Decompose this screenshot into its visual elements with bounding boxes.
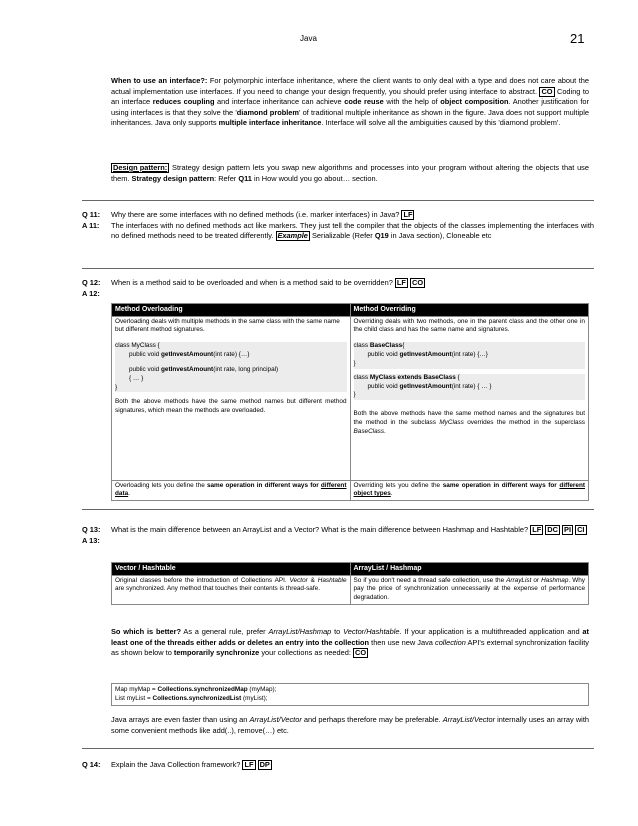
lf-badge: LF: [396, 278, 406, 287]
divider: [82, 268, 594, 269]
page-number: 21: [570, 31, 585, 46]
arrays-paragraph: Java arrays are even faster than using an ArrayList/Vector and perhaps therefore may be preferable. ArrayList/Vector internally uses an array with some convenient methods like add(..), remove(…) etc.: [111, 715, 589, 735]
vector-arraylist-table: Vector / Hashtable ArrayList / Hashmap Original classes before the introduction of Collections API. Vector & Hashtable are synchronized. Any method that touches their contents is thread-safe. So if you don't need a thread safe collection, use the ArrayList or Hashmap. Why pay the price of synchronization unnecessarily at the expense of performance degradation.: [111, 562, 589, 605]
pi-badge: PI: [564, 525, 572, 534]
question-11: Q 11: Why there are some interfaces with no defined methods (i.e. marker interfaces) in Java? LF A 11: The interfaces with no defined methods act like markers. They just tell the compiler that the objects of the classes implementing the interfaces with no defined methods need to be treated differently. Example Serializable (Refer Q19 in Java section), Cloneable etc: [82, 210, 594, 241]
question-13: Q 13: What is the main difference between an ArrayList and a Vector? What is the main difference between Hashmap and Hashtable? LF DC PI CI A 13:: [82, 525, 585, 545]
divider: [82, 509, 594, 510]
design-pattern-label: Design pattern:: [113, 163, 168, 172]
divider: [82, 748, 594, 749]
intro-lead: When to use an interface?:: [111, 76, 208, 85]
lf-badge: LF: [244, 760, 254, 769]
co-badge: CO: [541, 86, 553, 96]
question-14: Q 14: Explain the Java Collection framework? LF DP: [82, 760, 270, 769]
ci-badge: CI: [577, 525, 585, 534]
question-12: Q 12: When is a method said to be overloaded and when is a method said to be overridden? LF CO A 12:: [82, 278, 424, 298]
interface-paragraph: When to use an interface?: For polymorphic interface inheritance, where the client wants to only deal with a type and does not care about the actual implementation use interfaces. If you need to change your design frequently, you should prefer using interface to abstract. CO Coding to an interface reduces coupling and interface inheritance can achieve code reuse with the help of object composition. Another justification for using interfaces is that they solve the 'diamond problem' of traditional multiple inheritance as shown in the figure. Java does not support multiple inheritances. Java only supports multiple interface inheritance. Interface will solve all the ambiguities caused by this 'diamond problem'.: [111, 76, 589, 128]
which-is-better-paragraph: So which is better? As a general rule, prefer ArrayList/Hashmap to Vector/Hashtable. If your application is a multithreaded application and at least one of the threads either adds or deletes an entry into the collection then use new Java collection API's external synchronization facility as shown below to temporarily synchronize your collections as needed: CO: [111, 627, 589, 658]
example-label: Example: [277, 231, 308, 241]
overloading-overriding-table: Method Overloading Method Overriding Overloading deals with multiple methods in the same class with the same name but different method signatures. class MyClass { public void getInvestAmount(int rate) {…} public void getInvestAmount(int rate, long principal) { … } } Both the above methods have the same method names but different method signatures, which mean the methods are overloaded. Overriding deals with two methods, one in the parent class and the other one in the child class and has the same name and signatures. class BaseClass{ public void getInvestAmount(int rate) {…} } class MyClass extends BaseClass { public void getInvestAmount(int rate) { … } } Both the above methods have the same method names and the signatures but the method in the subclass MyClass overrides the method in the superclass BaseClass. Overloading lets you define the same operation in different ways for different data. Overriding lets you define the same operation in different ways for different object types.: [111, 303, 589, 501]
co-badge: CO: [412, 278, 424, 287]
divider: [82, 200, 594, 201]
lf-badge: LF: [403, 210, 413, 219]
lf-badge: LF: [532, 525, 542, 534]
synchronization-code-block: Map myMap = Collections.synchronizedMap (myMap); List myList = Collections.synchronizedList (myList);: [111, 683, 589, 706]
co-badge: CO: [354, 648, 367, 658]
header-title: Java: [300, 34, 317, 43]
dp-badge: DP: [259, 760, 270, 769]
design-pattern-paragraph: Design pattern: Strategy design pattern lets you swap new algorithms and processes into your program without altering the objects that use them. Strategy design pattern: Refer Q11 in How would you go about… section.: [111, 163, 589, 183]
dc-badge: DC: [547, 525, 558, 534]
